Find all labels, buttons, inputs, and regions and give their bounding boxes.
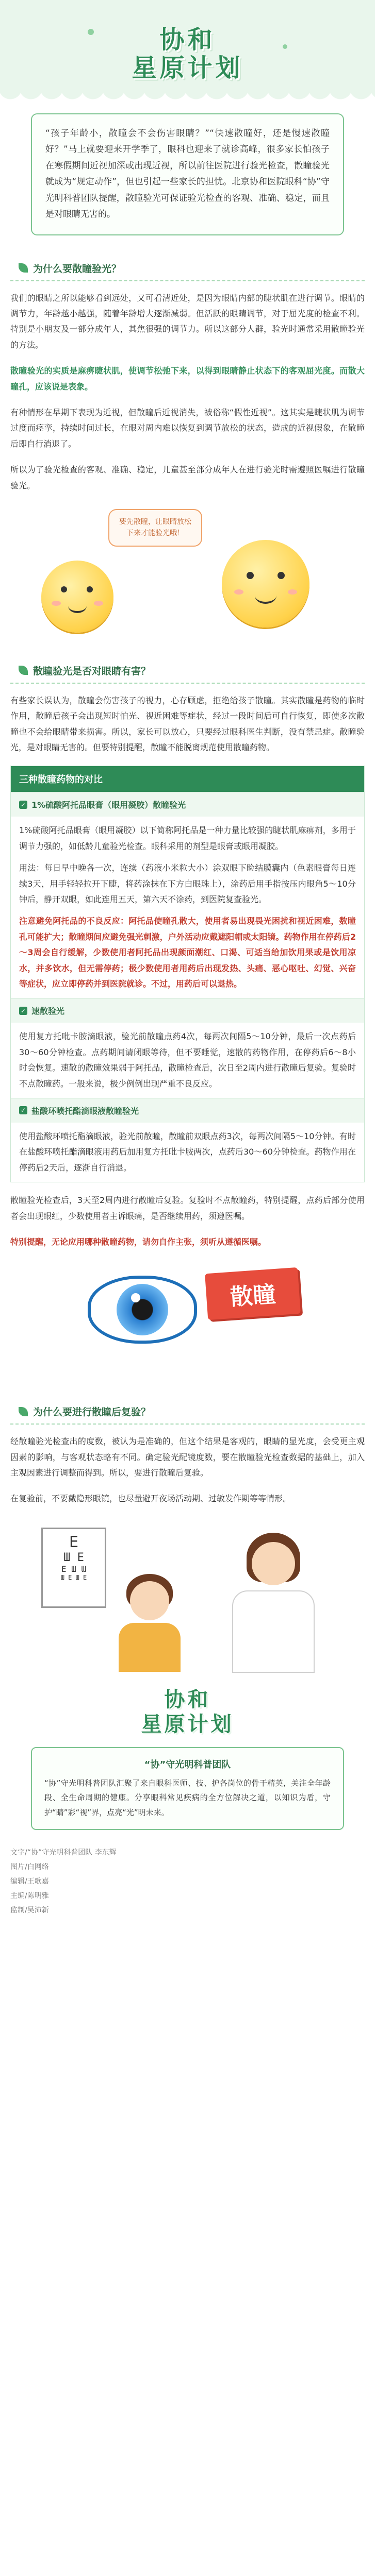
section-heading-text: 为什么要散瞳验光？ <box>33 263 122 275</box>
drug-item-fast <box>11 998 364 1023</box>
intro-text: “孩子年龄小，散瞳会不会伤害眼睛？”“快速散瞳好，还是慢速散瞳好？”马上就要迎来开学季了，眼科也迎来了就诊高峰，很多家长怕孩子在寒假期间近视加深或出现近视，所以前往医院进行验光检查，散瞳验光就成为“规定动作”，但也引起一些家长的担忧。北京协和医院眼科“协”守光明科普团队提醒，散瞳验光可保证验光检查的客观、准确、稳定，而且是对眼睛无害的。 <box>45 128 330 220</box>
eye-dot <box>61 586 67 592</box>
drug-desc <box>11 1023 364 1098</box>
brand-title-line2: 星原计划 <box>132 54 243 82</box>
team-title: “协”守光明科普团队 <box>144 1759 231 1770</box>
leaf-icon <box>19 666 28 675</box>
header-wave <box>0 93 375 108</box>
face-illustration-right <box>222 540 309 628</box>
drug-comparison-title: 三种散瞳药物的对比 <box>11 766 364 792</box>
team-intro-box <box>31 1747 344 1831</box>
brand-title-line2: 星原计划 <box>141 1712 234 1736</box>
drug-paragraph: 使用盐酸环喷托酯滴眼液，验光前散瞳，散瞳前双眼点药3次，每两次间隔5～10分钟。有时在盐酸环喷托酯滴眼液用药后加用复方托吡卡胺两次，点药后30～60分钟检查。药物作用在停药后2天后，逐渐自行消退。 <box>19 1131 356 1173</box>
paragraph-highlight <box>10 363 365 395</box>
credit-line: 文字/“协”守光明科普团队 李东辉 <box>10 1849 117 1857</box>
lab-coat <box>232 1590 315 1673</box>
drug-item-cyclopentolate <box>11 1098 364 1123</box>
eye-chart-row: Ш E <box>63 1551 84 1564</box>
credit-line: 监制/吴沛新 <box>10 1906 49 1915</box>
header-banner <box>0 0 375 108</box>
eye-illustration <box>88 1276 197 1344</box>
decor-dot <box>283 44 287 49</box>
smile <box>68 599 87 613</box>
drug-comparison <box>10 766 365 1182</box>
drug-name: 1%硫酸阿托品眼膏（眼用凝胶）散瞳验光 <box>31 800 186 810</box>
section-heading-why-dilate <box>10 256 365 281</box>
paragraph: 所以为了验光检查的客观、准确、稳定，儿童甚至部分成年人在进行验光时需遵照医嘱进行散瞳验光。 <box>10 465 365 490</box>
paragraph: 我们的眼睛之所以能够看到远处，又可看清近处，是因为眼睛内部的睫状肌在进行调节。眼睛的调节力，年龄越小越强，随着年龄增大逐渐减弱。但活跃的眼睛调节，对于屈光度的检查不利。特别是小朋友及一部分成年人，其焦很强的调节力。所以这部分人群，验光时通常采用散瞳验光的方法。 <box>10 293 365 350</box>
face-illustration-left <box>41 561 113 633</box>
decor-dot <box>88 29 94 35</box>
illustration-faces <box>10 504 365 638</box>
section-heading-text: 为什么要进行散瞳后复验？ <box>33 1406 151 1418</box>
head <box>252 1542 295 1585</box>
drug-desc <box>11 1123 364 1182</box>
paragraph-warning <box>10 1234 365 1250</box>
head <box>130 1581 169 1620</box>
paragraph: 有种情形在早期下表现为近视，但散瞳后近视消失，被俗称“假性近视”。这其实是睫状肌为调节过度而痉挛，持续时间过长，在眼对周内难以恢复到调节放松的状态，造成的近视假象，在散瞳后即自行消退了。 <box>10 407 365 449</box>
drug-usage: 用法：每日早中晚各一次，连续（药液小米粒大小）涂双眼下睑结膜囊内（色素眼膏每日连续3天，用手轻轻拉开下睫，将药涂抹在下方白眼珠上），涂药后用手指按压内眼角5～10分钟后，静开双眼，如此连用五天，第六天不涂药，到医院复查验光。 <box>19 863 356 905</box>
eye-dot <box>87 586 93 592</box>
iris <box>117 1284 168 1335</box>
cheek <box>52 601 61 606</box>
check-icon: ✓ <box>19 1007 27 1015</box>
credit-line: 编辑/王歌嘉 <box>10 1877 49 1886</box>
illustration-doctor-child <box>10 1517 365 1672</box>
eye-dot <box>247 572 254 579</box>
cheek <box>234 589 243 595</box>
leaf-icon <box>19 263 28 273</box>
drug-paragraph: 使用复方托吡卡胺滴眼液，验光前散瞳点药4次，每两次间隔5～10分钟，最后一次点药后30～60分钟检查。点药期间请闭眼等待，但不要睡觉，速散的药物作用，在停药后6～8小时会恢复。速散的散瞳效果弱于阿托品，散瞳检查后，次日至2周内进行散瞳后复验。复验时不点散瞳药。一般来说，极少例例出现严重不良反应。 <box>19 1031 356 1089</box>
brand-title-line1: 协和 <box>159 25 216 54</box>
credit-line: 主编/陈明雅 <box>10 1892 49 1901</box>
dilation-label: 散瞳 <box>205 1267 301 1320</box>
intro-box <box>31 113 344 235</box>
paragraph: 在复验前，不要戴隐形眼镜，也尽量避开夜场活动期、过敏发作期等等情形。 <box>10 1494 291 1504</box>
drug-paragraph: 1%硫酸阿托品眼膏（眼用凝胶）以下简称阿托品是一种力量比较强的睫状肌麻痹剂，多用于调节力强的，如低龄儿童验光检查。眼科采用的剂型是眼膏或眼用凝胶。 <box>19 825 356 851</box>
section-heading-recheck <box>10 1399 365 1425</box>
illustration-eye <box>10 1260 365 1379</box>
drug-name: 盐酸环喷托酯滴眼液散瞳验光 <box>31 1106 139 1116</box>
check-icon: ✓ <box>19 1106 27 1114</box>
smile <box>255 587 276 604</box>
team-body: “协”守光明科普团队汇聚了来自眼科医师、技、护各岗位的骨干精英，关注全年龄段、全生命周期的健康。分享眼科常见疾病的全方位解决之道，以知识为盾，守护“睛”彩“视”界，点亮“光”明未来。 <box>44 1778 331 1817</box>
credit-line: 图片/白网络 <box>10 1863 49 1872</box>
paragraph: 有些家长误认为，散瞳会伤害孩子的视力，心存顾虑，拒绝给孩子散瞳。其实散瞳是药物的临时作用，散瞳后孩子会出现短时怕光、视近困难等症状，经过一段时间后可自行恢复，即使多次散瞳也不会给眼睛带来损害。所以，家长可以放心，只要经过眼科医生判断，没有禁忌症。散瞳验光，是对眼睛无害的。但要特别提醒，散瞳不能脱离规范使用散瞳药物。 <box>10 695 365 753</box>
drug-warning: 注意避免阿托品的不良反应：阿托品使瞳孔散大，使用者易出现畏光困扰和视近困难，数瞳孔可能扩大；散瞳期间应避免强光刺激，户外活动应戴遮阳帽或太阳镜。药物作用在停药后2～3周会自行缓解，少数使用者阿托品出现颜面潮红、口渴、可适当给加饮用果或是饮用凉水，并多饮水，但无需停药；极少数使用者用药后出现发热、头痛、恶心呕吐、幻觉、兴奋等症状，应立即停药并到医院就诊。不过，用药后可以退热。 <box>19 916 356 989</box>
credits <box>10 1845 365 1918</box>
section-heading-text: 散瞳验光是否对眼睛有害？ <box>33 665 151 677</box>
check-icon: ✓ <box>19 801 27 809</box>
drug-item-atropine <box>11 792 364 817</box>
paragraph: 散瞳验光检查后，3天至2周内进行散瞳后复验。复验时不点散瞳药，特别提醒，点药后部分使用者会出现眼红，少数使用者主诉眼痛，是否继续用药，须遵医嘱。 <box>10 1195 365 1221</box>
shirt <box>119 1623 181 1672</box>
child-figure <box>113 1574 186 1672</box>
eye-chart <box>41 1528 106 1608</box>
warning-text: 特别提醒，无论应用哪种散瞳药物，请勿自作主张，须听从遵循医嘱。 <box>10 1236 267 1247</box>
paragraph: 经散瞳验光检查出的度数，被认为是准确的，但这个结果是客观的，眼睛的显光度，会受更主观因素的影响，与客观状态略有不同。确定验光配镜度数，要在散瞳验光检查数据的基础上，加入主观因素进行调整而得到。所以，要进行散瞳后复验。 <box>10 1436 365 1478</box>
section-heading-harm <box>10 658 365 684</box>
cheek <box>94 601 103 606</box>
drug-name: 速散验光 <box>31 1006 65 1016</box>
brand-title-line1: 协和 <box>164 1687 211 1711</box>
eye-chart-row: E Ш Ɯ <box>61 1564 87 1574</box>
doctor-figure <box>227 1533 320 1672</box>
eye-dot <box>278 572 285 579</box>
cheek <box>288 589 297 595</box>
eye-chart-row: Ш E Ш E <box>60 1573 87 1581</box>
highlight-text: 散瞳验光的实质是麻痹睫状肌，使调节松弛下来，以得到眼睛静止状态下的客观屈光度。而散大瞳孔，应该说是表象。 <box>10 366 365 392</box>
leaf-icon <box>19 1407 28 1416</box>
eye-chart-row: E <box>69 1533 79 1551</box>
footer-logo <box>95 1687 281 1737</box>
drug-desc <box>11 817 364 998</box>
speech-bubble: 要先散瞳，让眼睛放松下来才能验光哦！ <box>108 509 202 547</box>
